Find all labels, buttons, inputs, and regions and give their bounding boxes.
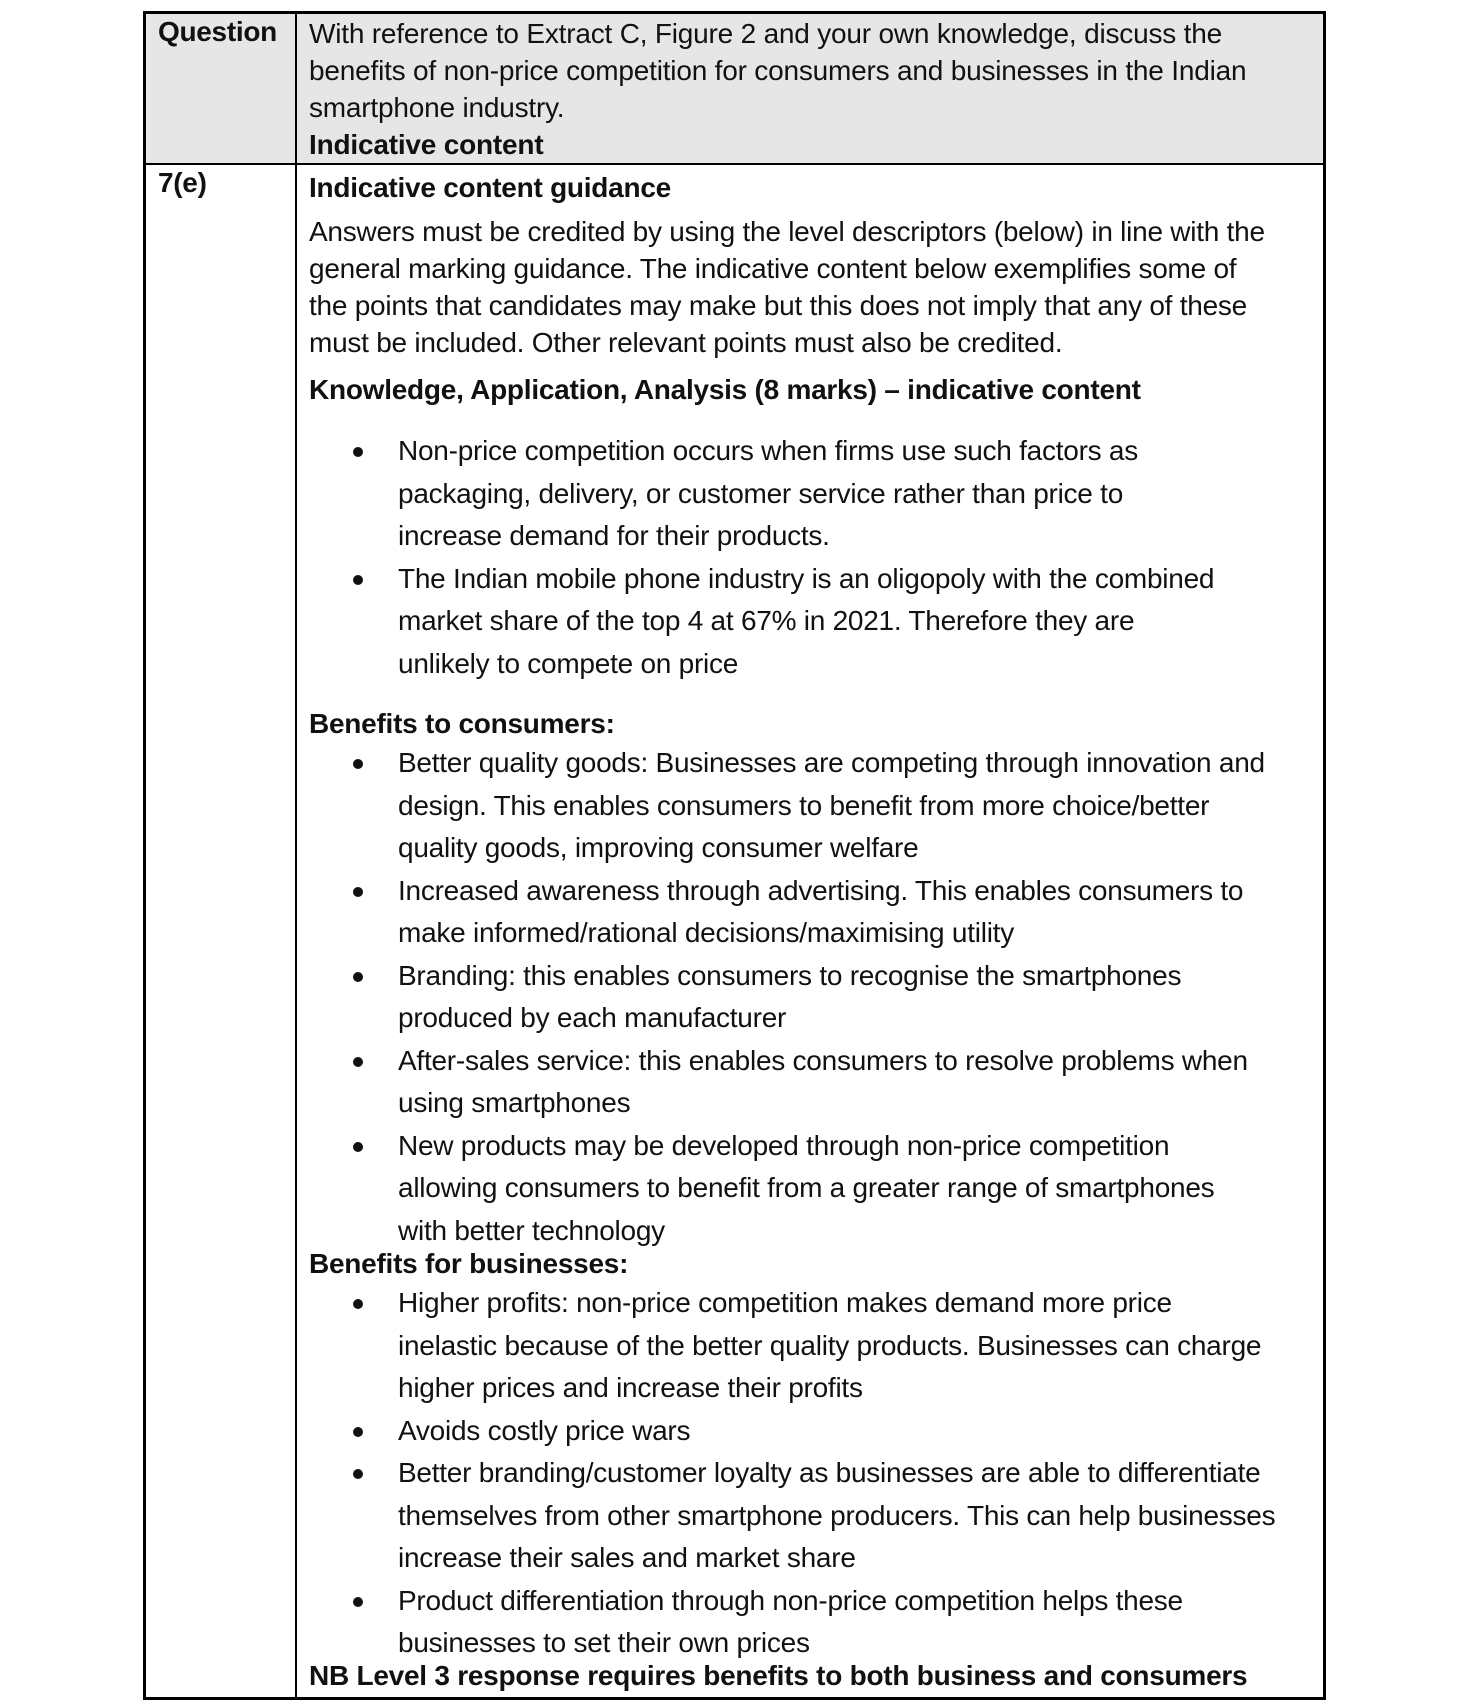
benefits-businesses-heading: Benefits for businesses: [309, 1248, 629, 1279]
bullet-line: inelastic because of the better quality products. Businesses can charge [398, 1329, 1262, 1361]
bullet-icon [353, 1057, 363, 1067]
question-header-row [146, 14, 1323, 165]
question-label-cell [146, 14, 297, 163]
bullet-line: packaging, delivery, or customer service rather than price to [398, 477, 1124, 509]
bullet-line: design. This enables consumers to benefit from more choice/better [398, 789, 1210, 821]
list-item [309, 1410, 1319, 1453]
bullet-line: allowing consumers to benefit from a greater range of smartphones [398, 1172, 1215, 1203]
question-number: 7(e) [158, 167, 207, 198]
bullet-icon [353, 759, 363, 769]
bullet-line: The Indian mobile phone industry is an oligopoly with the combined [398, 562, 1215, 594]
bullet-line: using smartphones [398, 1087, 631, 1118]
list-item [309, 1125, 1319, 1253]
indicative-content-cell [297, 165, 1323, 1697]
list-item [309, 1452, 1319, 1580]
bullet-line: New products may be developed through non-price competition [398, 1129, 1170, 1161]
bullet-icon [353, 1469, 363, 1479]
bullet-line: increase their sales and market share [398, 1542, 856, 1573]
indicative-content-subheading: Indicative content [309, 129, 544, 160]
guidance-line: must be included. Other relevant points must also be credited. [309, 327, 1063, 358]
list-item [309, 558, 1269, 686]
bullet-line: Better branding/customer loyalty as businesses are able to differentiate [398, 1457, 1261, 1488]
question-text [309, 15, 1313, 163]
bullet-line: After-sales service: this enables consumers to resolve problems when [398, 1044, 1248, 1076]
answer-row [146, 165, 1323, 1697]
question-line: benefits of non-price competition for consumers and businesses in the Indian [309, 55, 1247, 86]
bullet-line: Avoids costly price wars [398, 1414, 691, 1446]
business-benefits-list [309, 1282, 1319, 1665]
list-item [309, 742, 1319, 870]
bullet-line: Increased awareness through advertising. This enables consumers to [398, 874, 1244, 906]
question-text-cell [297, 14, 1323, 163]
bullet-line: Better quality goods: Businesses are competing through innovation and [398, 747, 1265, 778]
question-line: With reference to Extract C, Figure 2 and your own knowledge, discuss the [309, 18, 1222, 49]
list-item [309, 1580, 1319, 1665]
guidance-line: the points that candidates may make but this does not imply that any of these [309, 290, 1247, 321]
list-item [309, 1282, 1319, 1410]
bullet-icon [353, 575, 363, 585]
bullet-icon [353, 1299, 363, 1309]
bullet-line: higher prices and increase their profits [398, 1372, 863, 1403]
bullet-icon [353, 447, 363, 457]
bullet-line: produced by each manufacturer [398, 1002, 787, 1033]
bullet-line: increase demand for their products. [398, 520, 830, 551]
bullet-line: Higher profits: non-price competition makes demand more price [398, 1287, 1172, 1318]
bullet-icon [353, 1427, 363, 1437]
bullet-line: themselves from other smartphone producers. This can help businesses [398, 1499, 1276, 1531]
list-item [309, 870, 1319, 955]
list-item [309, 955, 1319, 1040]
bullet-line: businesses to set their own prices [398, 1627, 810, 1658]
question-number-cell [146, 165, 297, 1697]
consumer-benefits-list [309, 742, 1319, 1252]
bullet-line: with better technology [398, 1214, 665, 1246]
question-line: smartphone industry. [309, 92, 565, 123]
kaa-heading: Knowledge, Application, Analysis (8 marks) – indicative content [309, 374, 1141, 405]
bullet-line: Product differentiation through non-price competition helps these [398, 1584, 1183, 1616]
bullet-line: Non-price competition occurs when firms use such factors as [398, 435, 1138, 466]
guidance-line: general marking guidance. The indicative content below exemplifies some of [309, 253, 1237, 284]
question-label: Question [158, 16, 277, 47]
guidance-line: Answers must be credited by using the level descriptors (below) in line with the [309, 216, 1265, 247]
bullet-icon [353, 887, 363, 897]
kaa-bullet-list [309, 430, 1269, 685]
guidance-title: Indicative content guidance [309, 172, 671, 203]
bullet-line: Branding: this enables consumers to recognise the smartphones [398, 959, 1182, 991]
mark-scheme-table [143, 11, 1326, 1700]
level-3-note: NB Level 3 response requires benefits to both business and consumers [309, 1660, 1248, 1691]
bullet-line: market share of the top 4 at 67% in 2021. Therefore they are [398, 605, 1135, 636]
list-item [309, 430, 1269, 558]
list-item [309, 1040, 1319, 1125]
bullet-line: quality goods, improving consumer welfare [398, 832, 919, 863]
bullet-icon [353, 1142, 363, 1152]
bullet-line: make informed/rational decisions/maximising utility [398, 917, 1014, 948]
guidance-paragraph [309, 213, 1319, 361]
bullet-line: unlikely to compete on price [398, 647, 739, 679]
bullet-icon [353, 972, 363, 982]
bullet-icon [353, 1597, 363, 1607]
benefits-consumers-heading: Benefits to consumers: [309, 708, 615, 739]
